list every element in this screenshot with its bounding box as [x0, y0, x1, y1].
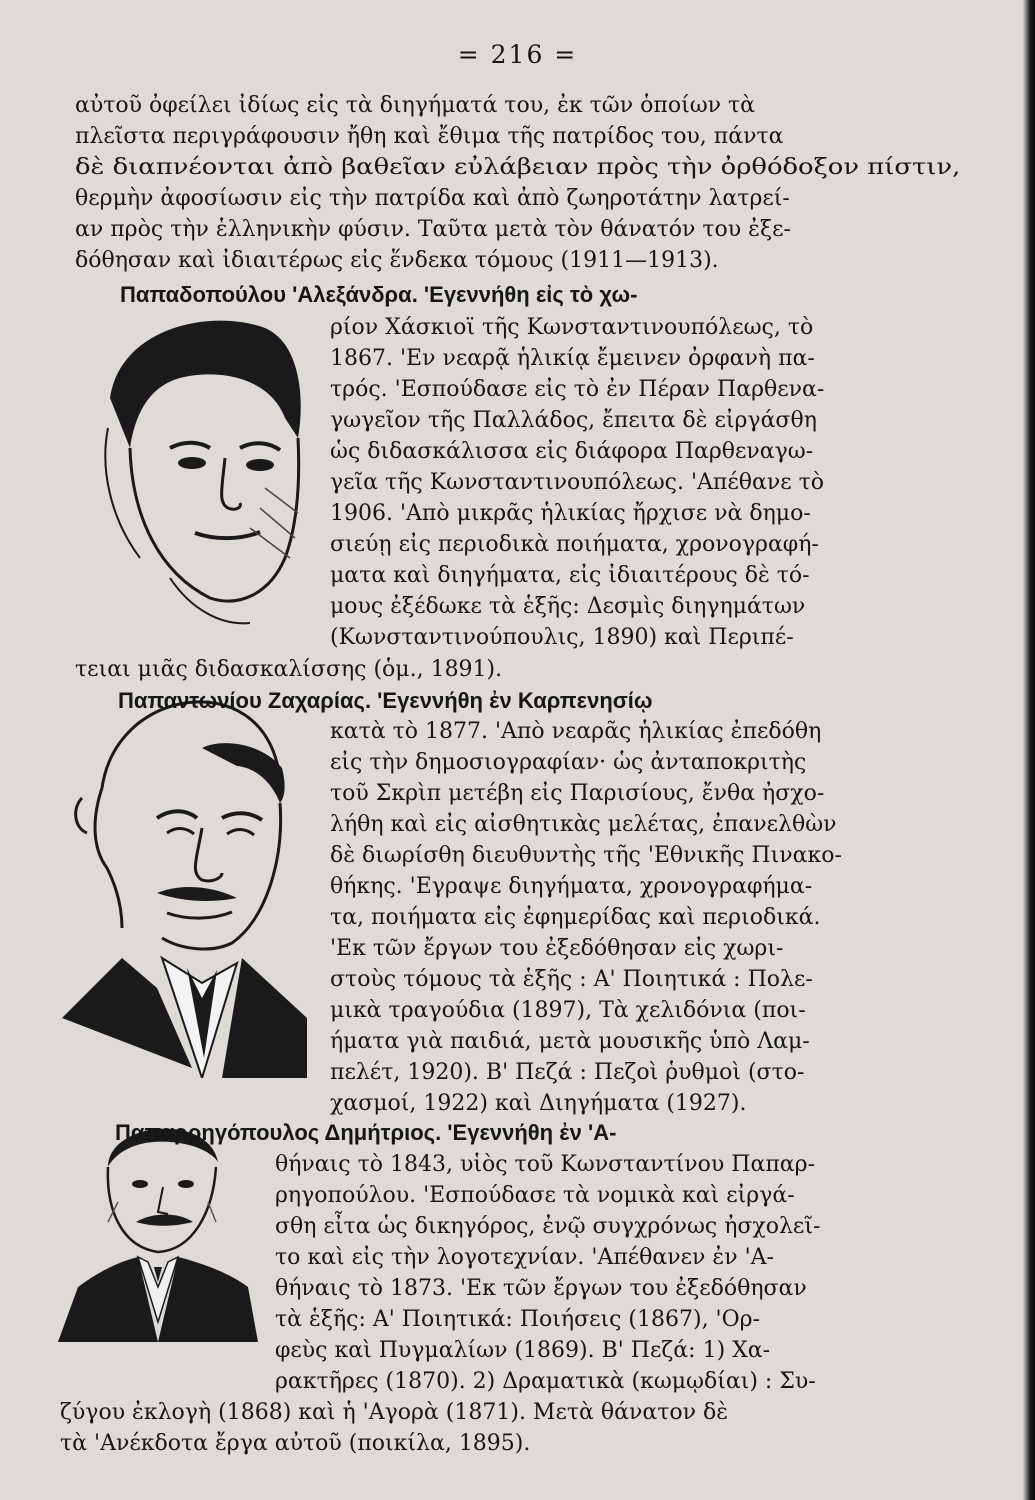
text-line: θήκης. 'Εγραψε διηγήματα, χρονογραφήμα-: [330, 874, 813, 899]
bald-man-portrait-drawing: [62, 688, 312, 1078]
page-number: = 216 =: [457, 40, 578, 69]
text-line: θερμὴν ἀφοσίωσιν εἰς τὴν πατρίδα καὶ ἀπὸ ζωηροτάτην λατρεί-: [75, 186, 790, 211]
text-line: (Κωνσταντινούπουλις, 1890) καὶ Περιπέ-: [330, 625, 794, 650]
text-line: πλεῖστα περιγράφουσιν ἤθη καὶ ἔθιμα τῆς πατρίδος του, πάντα: [75, 124, 784, 149]
text-line: τὰ ἑξῆς: Α' Ποιητικά: Ποιήσεις (1867), 'Ορ-: [275, 1307, 761, 1332]
text-line: 1906. 'Απὸ μικρᾶς ἡλικίας ἤρχισε νὰ δημο-: [330, 501, 811, 526]
text-line: θήναις τὸ 1873. 'Εκ τῶν ἔργων του ἐξεδόθησαν: [275, 1276, 807, 1301]
portrait-paparrigopoulos-dimitrios: [58, 1112, 258, 1342]
text-line: ὡς διδασκάλισσα εἰς διάφορα Παρθεναγω-: [330, 439, 814, 464]
text-line: αν πρὸς τὴν ἑλληνικὴν φύσιν. Ταῦτα μετὰ τὸν θάνατόν του ἐξε-: [75, 217, 791, 242]
woman-portrait-drawing: [100, 308, 310, 628]
text-line: ρακτῆρες (1870). 2) Δραματικὰ (κωμῳδίαι) : Συ-: [275, 1369, 816, 1394]
text-line: ρηγοπούλου. 'Εσπούδασε τὰ νομικὰ καὶ εἰργά-: [275, 1183, 795, 1208]
text-line: εἰς τὴν δημοσιογραφίαν· ὡς ἀνταποκριτὴς: [330, 750, 807, 775]
text-line: στοὺς τόμους τὰ ἑξῆς : Α' Ποιητικά : Πολε-: [330, 967, 813, 992]
text-line: σθη εἶτα ὡς δικηγόρος, ἐνῷ συγχρόνως ἠσχολεῖ-: [275, 1214, 821, 1239]
text-line: 'Εκ τῶν ἔργων του ἐξεδόθησαν εἰς χωρι-: [330, 936, 784, 961]
text-line: χασμοί, 1922) καὶ Διηγήματα (1927).: [330, 1091, 747, 1116]
text-line: Παπαδοπούλου 'Αλεξάνδρα. 'Εγεννήθη εἰς τὸ χω-: [120, 282, 638, 307]
text-line: κατὰ τὸ 1877. 'Απὸ νεαρᾶς ἡλικίας ἐπεδόθη: [330, 719, 822, 744]
page-edge-shadow: [1023, 0, 1035, 1500]
portrait-papantoniou-zacharias: [62, 688, 312, 1078]
text-line: λήθη καὶ εἰς αἰσθητικὰς μελέτας, ἐπανελθὼν: [330, 812, 837, 837]
text-line: ζύγου ἐκλογὴ (1868) καὶ ἡ 'Αγορὰ (1871). Μετὰ θάνατον δὲ: [60, 1400, 729, 1425]
portrait-papadopoulou-alexandra: [100, 308, 310, 628]
text-line: τρός. 'Εσπούδασε εἰς τὸ ἐν Πέραν Παρθενα-: [330, 377, 825, 402]
text-line: τειαι μιᾶς διδασκαλίσσης (ὁμ., 1891).: [75, 657, 503, 682]
text-line: τοῦ Σκρὶπ μετέβη εἰς Παρισίους, ἔνθα ἠσχο-: [330, 781, 825, 806]
text-line: το καὶ εἰς τὴν λογοτεχνίαν. 'Απέθανεν ἐν 'Α-: [275, 1245, 774, 1270]
text-line: αὐτοῦ ὀφείλει ἰδίως εἰς τὰ διηγήματά του, ἐκ τῶν ὁποίων τὰ: [75, 93, 756, 118]
text-line: θήναις τὸ 1843, υἱὸς τοῦ Κωνσταντίνου Παπαρ-: [275, 1152, 815, 1177]
text-line: γεῖα τῆς Κωνσταντινουπόλεως. 'Απέθανε τὸ: [330, 470, 825, 495]
text-line: φεὺς καὶ Πυγμαλίων (1869). Β' Πεζά: 1) Χα-: [275, 1338, 771, 1363]
text-line: ήματα γιὰ παιδιά, μετὰ μουσικῆς ὑπὸ Λαμ-: [330, 1029, 810, 1054]
text-line: σιεύῃ εἰς περιοδικὰ ποιήματα, χρονογραφή-: [330, 532, 819, 557]
text-line: μους ἐξέδωκε τὰ ἑξῆς: Δεσμὶς διηγημάτων: [330, 594, 806, 619]
text-line: γωγεῖον τῆς Παλλάδος, ἔπειτα δὲ εἰργάσθη: [330, 408, 817, 433]
text-line: δὲ διαπνέονται ἀπὸ βαθεῖαν εὐλάβειαν πρὸς τὴν ὀρθόδοξον πίστιν,: [75, 155, 961, 180]
text-line: ρίον Χάσκιοϊ τῆς Κωνσταντινουπόλεως, τὸ: [330, 315, 814, 340]
text-line: τὰ 'Ανέκδοτα ἔργα αὐτοῦ (ποικίλα, 1895).: [60, 1431, 531, 1456]
text-line: μικὰ τραγούδια (1897), Τὰ χελιδόνια (ποι-: [330, 998, 806, 1023]
text-line: δὲ διωρίσθη διευθυντὴς τῆς 'Εθνικῆς Πινακο-: [330, 843, 842, 868]
moustached-man-portrait-drawing: [58, 1112, 258, 1342]
text-line: 1867. 'Εν νεαρᾷ ἡλικίᾳ ἔμεινεν ὀρφανὴ πα-: [330, 346, 815, 371]
text-line: πελέτ, 1920). Β' Πεζά : Πεζοὶ ῥυθμοὶ (στο-: [330, 1060, 805, 1085]
text-line: τα, ποιήματα εἰς ἐφημερίδας καὶ περιοδικά.: [330, 905, 821, 930]
text-line: δόθησαν καὶ ἰδιαιτέρως εἰς ἕνδεκα τόμους (1911—1913).: [75, 248, 719, 273]
text-line: Παπαρρηγόπουλος Δημήτριος. 'Εγεννήθη ἐν 'Α-: [115, 1120, 617, 1145]
text-line: Παπαντωνίου Ζαχαρίας. 'Εγεννήθη ἐν Καρπενησίῳ: [118, 688, 653, 713]
text-line: ματα καὶ διηγήματα, εἰς ἰδιαιτέρους δὲ τό-: [330, 563, 810, 588]
